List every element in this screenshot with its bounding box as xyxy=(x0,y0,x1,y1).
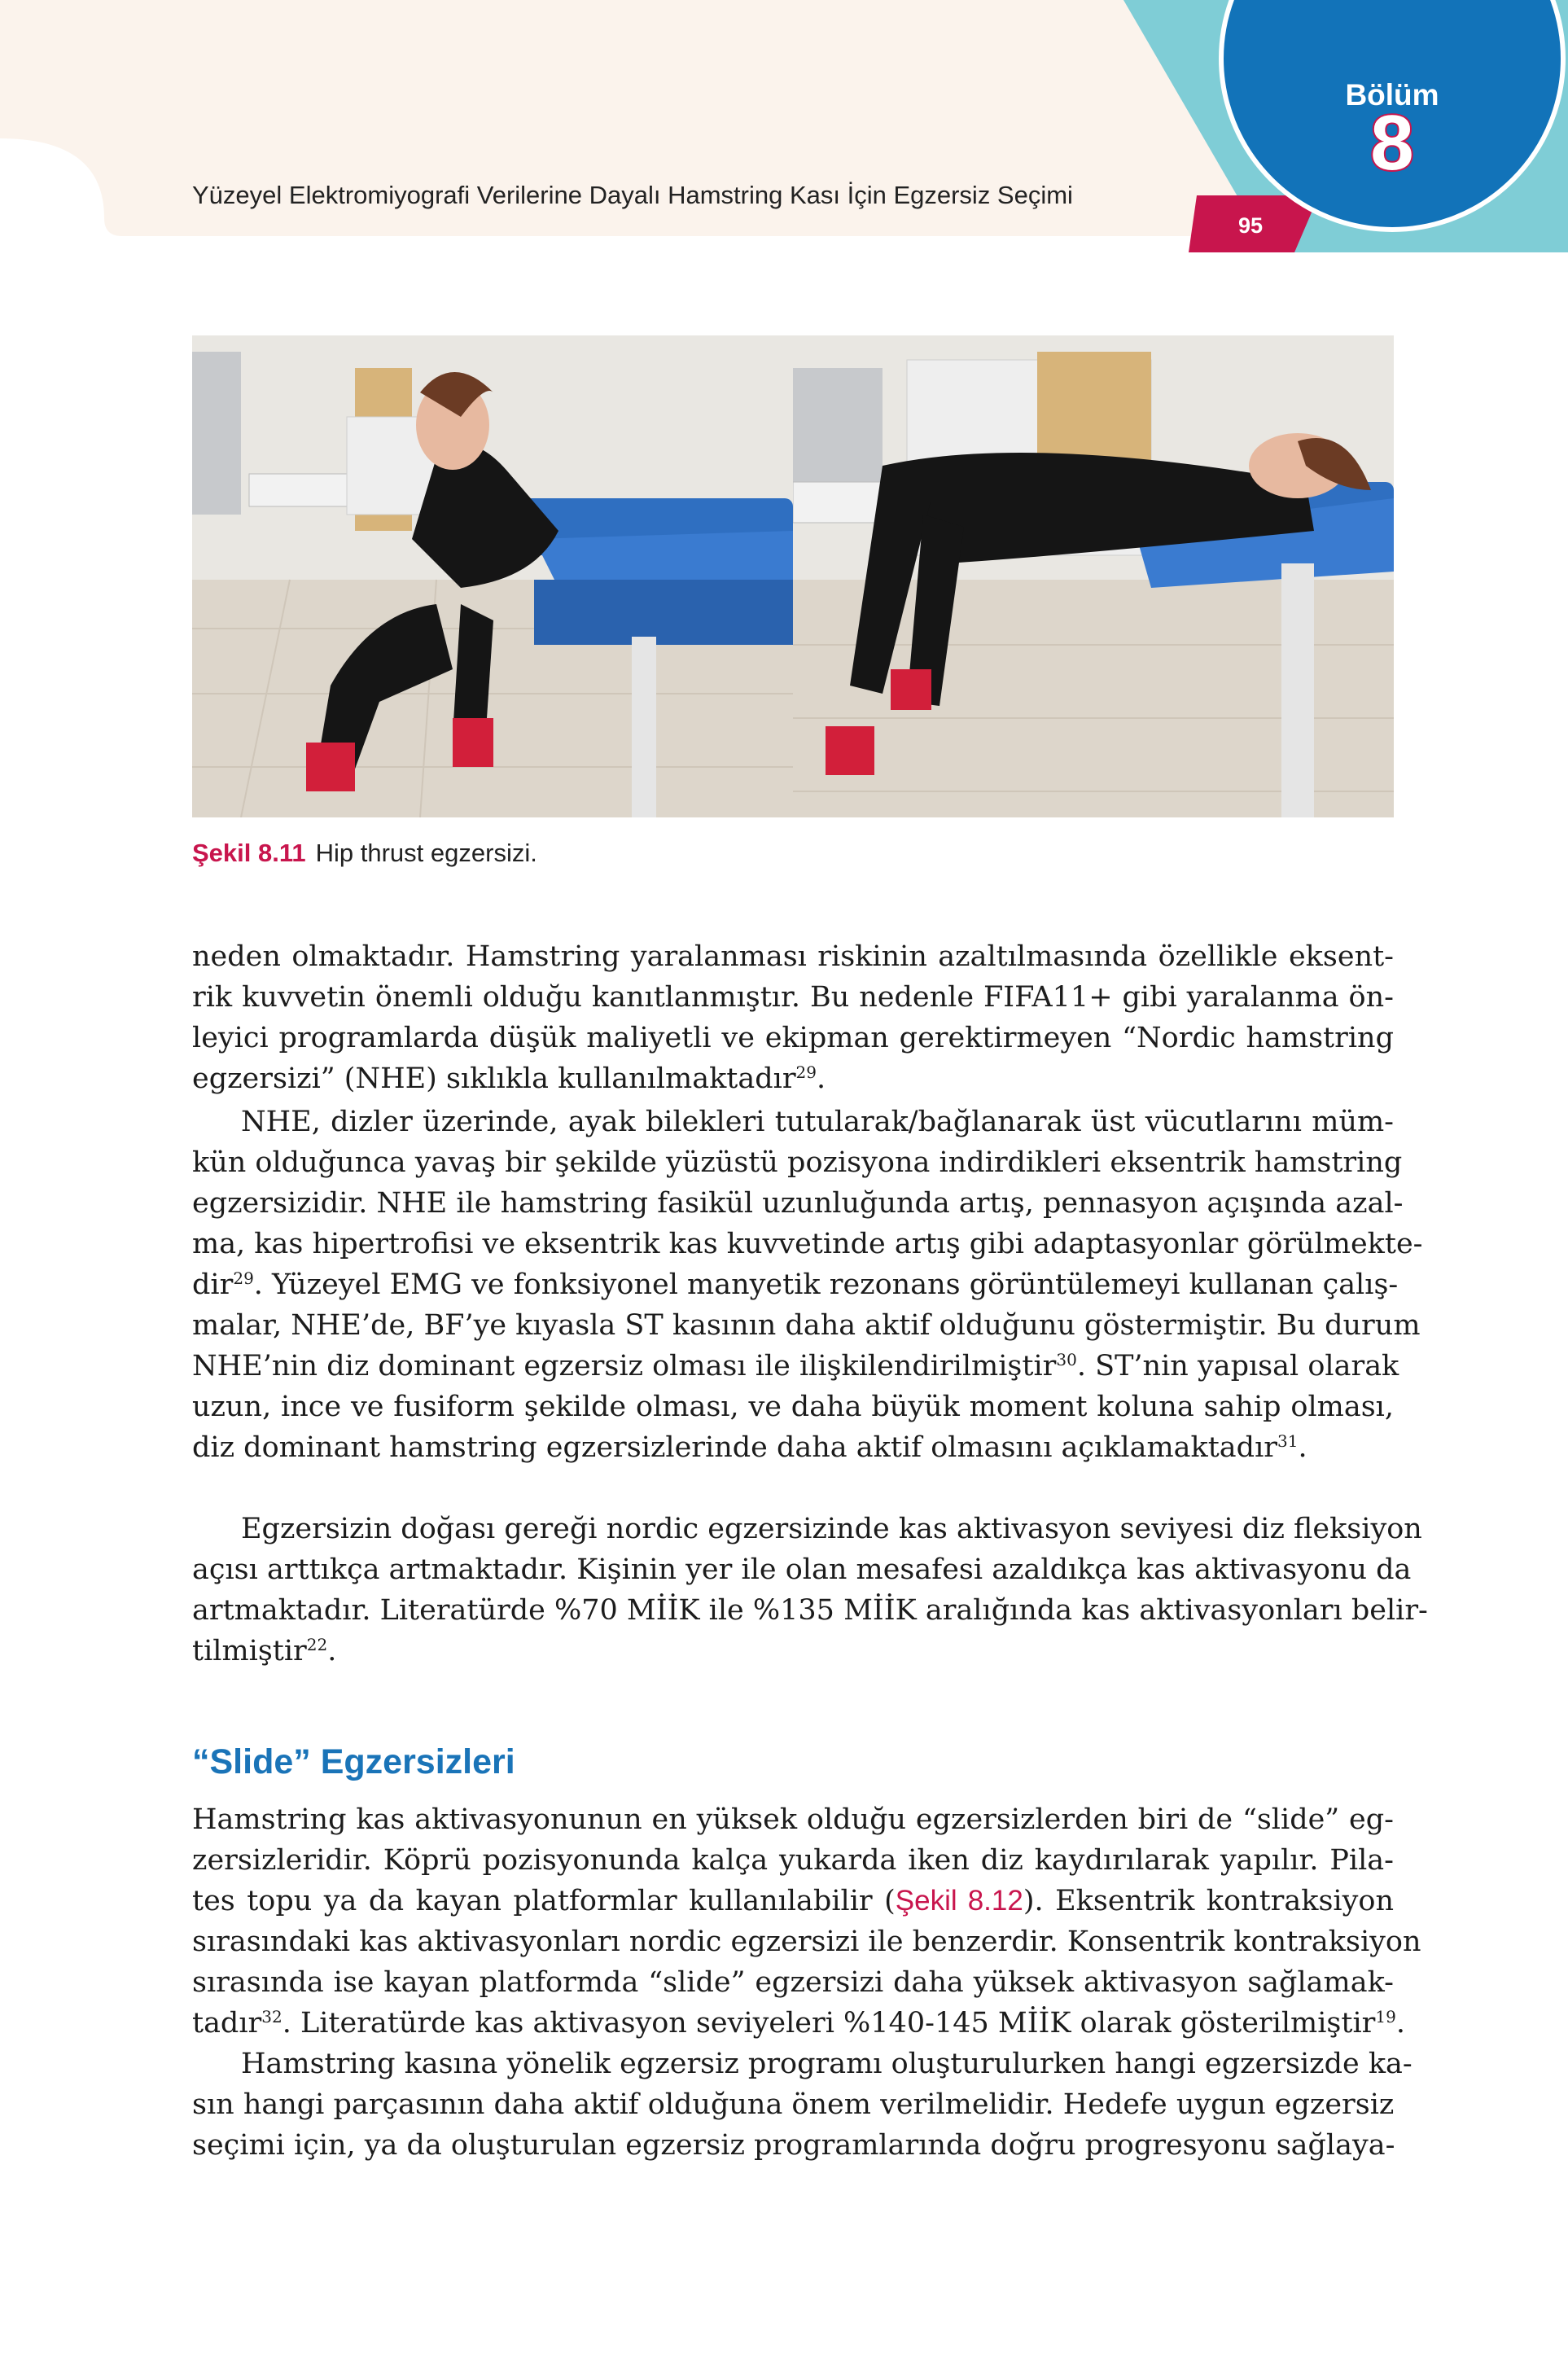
text-line: zersizleridir. Köprü pozisyonunda kalça yukarda iken diz kaydırılarak yapılır. Pila- xyxy=(192,1844,1394,1877)
text-line: açısı arttıkça artmaktadır. Kişinin yer ile olan mesafesi azaldıkça kas aktivasyonu da xyxy=(192,1553,1412,1586)
text-line xyxy=(192,1881,1394,1921)
text-line: uzun, ince ve fusiform şekilde olması, ve daha büyük moment koluna sahip olması, xyxy=(192,1391,1394,1423)
figure-caption xyxy=(192,839,1389,868)
paragraph-5 xyxy=(192,2044,1413,2166)
text-segment: dir xyxy=(192,1268,234,1301)
citation: 32 xyxy=(261,2007,283,2026)
page-number: 95 xyxy=(1237,213,1264,238)
citation: 29 xyxy=(795,1063,817,1082)
text-line: Egzersizin doğası gereği nordic egzersizinde kas aktivasyon seviyesi diz fleksiyon xyxy=(241,1513,1422,1545)
text-line: Hamstring kas aktivasyonunun en yüksek olduğu egzersizlerden biri de “slide” eg- xyxy=(192,1803,1394,1836)
text-line: tilmiştir$^{22}$. xyxy=(192,1635,337,1667)
running-title: Yüzeyel Elektromiyografi Verilerine Dayalı Hamstring Kası İçin Egzersiz Seçimi xyxy=(192,181,1073,209)
text-line: sırasında ise kayan platformda “slide” egzersizi daha yüksek aktivasyon sağlamak- xyxy=(192,1966,1394,1999)
text-segment: egzersizi” (NHE) sıklıkla kullanılmaktadır xyxy=(192,1063,796,1095)
text-segment: tes topu ya da kayan platformlar kullanılabilir ( xyxy=(192,1885,896,1917)
figure-reference-link[interactable]: Şekil 8.12 xyxy=(895,1885,1023,1917)
text-line: artmaktadır. Literatürde %70 MİİK ile %135 MİİK aralığında kas aktivasyonları belir- xyxy=(192,1594,1428,1627)
text-line: Hamstring kasına yönelik egzersiz programı oluşturulurken hangi egzersizde ka- xyxy=(241,2048,1413,2080)
text-segment: tadır xyxy=(192,2007,262,2040)
citation: 22 xyxy=(306,1635,328,1654)
chapter-number: 8 xyxy=(1370,99,1414,186)
text-line: ma, kas hipertrofisi ve eksentrik kas kuvvetinde artış gibi adaptasyonlar görülmekte- xyxy=(192,1228,1423,1260)
section-heading: “Slide” Egzersizleri xyxy=(192,1742,515,1781)
text-line: rik kuvvetin önemli olduğu kanıtlanmıştır. Bu nedenle FIFA11+ gibi yaralanma ön- xyxy=(192,981,1394,1014)
text-line xyxy=(192,1346,1399,1387)
figure-label: Şekil 8.11 xyxy=(192,839,306,867)
citation: 30 xyxy=(1056,1350,1077,1369)
text-line: egzersizi” (NHE) sıklıkla kullanılmaktadır$^{29}$. xyxy=(192,1063,826,1095)
text-segment: . Literatürde kas aktivasyon seviyeleri %140-145 MİİK olarak gösterilmiştir xyxy=(282,2007,1376,2040)
paragraph-2 xyxy=(192,1102,1423,1468)
figure-photo-bridge-position xyxy=(793,335,1394,817)
text-line: NHE, dizler üzerinde, ayak bilekleri tutularak/bağlanarak üst vücutlarını müm- xyxy=(241,1106,1394,1138)
text-line: kün olduğunca yavaş bir şekilde yüzüstü pozisyona indirdikleri eksentrik hamstring xyxy=(192,1146,1403,1179)
text-segment: ). Eksentrik kontraksiyon xyxy=(1023,1885,1394,1917)
text-line: sırasındaki kas aktivasyonları nordic egzersizi ile benzerdir. Konsentrik kontraksiyon xyxy=(192,1926,1421,1958)
citation: 31 xyxy=(1277,1431,1299,1451)
text-line: leyici programlarda düşük maliyetli ve ekipman gerektirmeyen “Nordic hamstring xyxy=(192,1022,1394,1054)
citation: 29 xyxy=(233,1268,254,1288)
text-line: egzersizidir. NHE ile hamstring fasikül uzunluğunda artış, pennasyon açışında azal- xyxy=(192,1187,1404,1220)
text-line: seçimi için, ya da oluşturulan egzersiz programlarında doğru progresyonu sağlaya- xyxy=(192,2129,1395,2162)
text-segment: . Yüzeyel EMG ve fonksiyonel manyetik rezonans görüntülemeyi kullanan çalış- xyxy=(253,1268,1399,1301)
text-line: neden olmaktadır. Hamstring yaralanması riskinin azaltılmasında özellikle eksent- xyxy=(192,940,1394,973)
paragraph-4 xyxy=(192,1799,1421,2044)
text-segment: . ST’nin yapısal olarak xyxy=(1076,1350,1399,1382)
text-line: sın hangi parçasının daha aktif olduğuna önem verilmelidir. Hedefe uygun egzersiz xyxy=(192,2088,1395,2121)
text-line: malar, NHE’de, BF’ye kıyasla ST kasının daha aktif olduğunu göstermiştir. Bu durum xyxy=(192,1309,1421,1342)
text-segment: tilmiştir xyxy=(192,1635,307,1667)
citation: 19 xyxy=(1375,2007,1396,2026)
text-line: diz dominant hamstring egzersizlerinde daha aktif olmasını açıklamaktadır$^{31}$. xyxy=(192,1431,1307,1464)
figure-photo-start-position xyxy=(192,335,793,817)
paragraph-3 xyxy=(192,1509,1428,1672)
paragraph-1 xyxy=(192,936,1394,1099)
text-segment: diz dominant hamstring egzersizlerinde daha aktif olmasını açıklamaktadır xyxy=(192,1431,1278,1464)
text-line: tadır$^{32}$. Literatürde kas aktivasyon seviyeleri %140-145 MİİK olarak gösterilmiştir$^{19}$. xyxy=(192,2007,1405,2040)
figure-caption-text: Hip thrust egzersizi. xyxy=(315,839,537,867)
text-line xyxy=(192,1264,1399,1305)
chapter-label: Bölüm xyxy=(1345,78,1439,112)
text-segment: NHE’nin diz dominant egzersiz olması ile ilişkilendirilmiştir xyxy=(192,1350,1057,1382)
